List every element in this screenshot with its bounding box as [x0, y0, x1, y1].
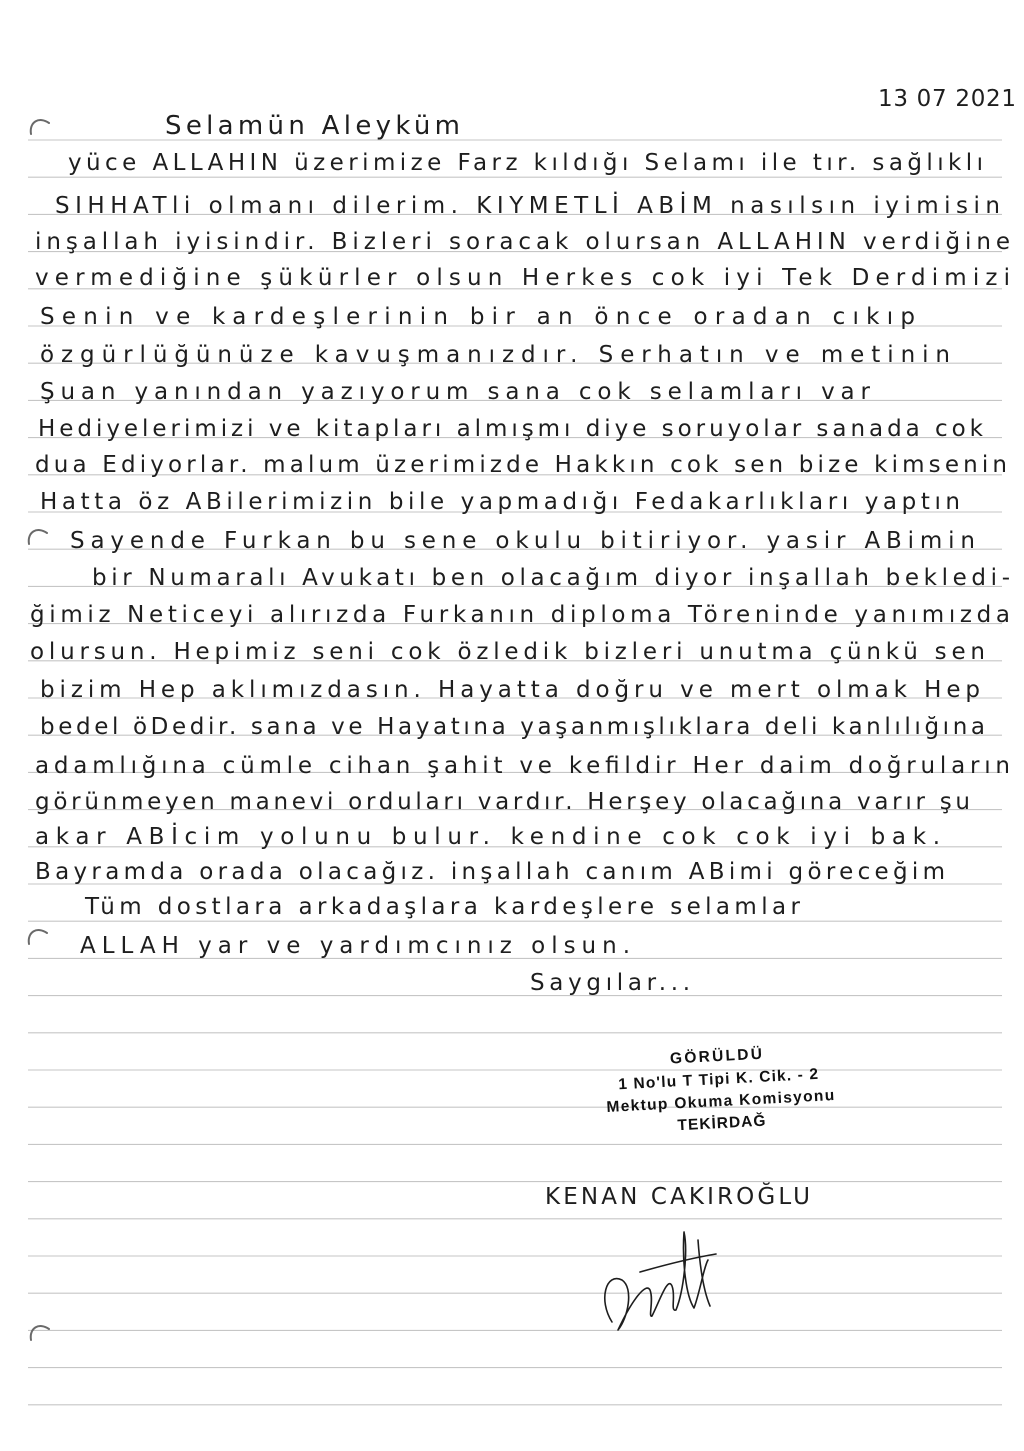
- letter-line: dua Ediyorlar. malum üzerimizde Hakkın cok sen bize kimsenin: [35, 452, 1008, 478]
- letter-line: görünmeyen manevi orduları vardır. Herşey olacağına varır şu: [35, 789, 970, 815]
- letter-line: bedel öDedir. sana ve Hayatına yaşanmışlıklara deli kanlılığına: [40, 714, 985, 740]
- letter-line: yüce ALLAHIN üzerimize Farz kıldığı Selamı ile tır. sağlıklı: [68, 150, 983, 176]
- letter-closing: Saygılar...: [530, 970, 690, 996]
- letter-line: inşallah iyisindir. Bizleri soracak olursan ALLAHIN verdiğine: [35, 229, 1011, 255]
- letter-line: SIHHATli olmanı dilerim. KIYMETLİ ABİM nasılsın iyimisin: [55, 193, 1000, 219]
- letter-line: adamlığına cümle cihan şahit ve kefildir Her daim doğruların: [35, 753, 1011, 779]
- letter-line: Bayramda orada olacağız. inşallah canım ABimi göreceğim: [35, 859, 945, 885]
- letter-line: akar ABİcim yolunu bulur. kendine cok cok iyi bak.: [35, 824, 940, 850]
- letter-line: Şuan yanından yazıyorum sana cok selamları var: [40, 379, 870, 405]
- letter-line: Tüm dostlara arkadaşlara kardeşlere selamlar: [85, 894, 801, 920]
- letter-line: bizim Hep aklımızdasın. Hayatta doğru ve mert olmak Hep: [40, 677, 980, 703]
- stamp-city: TEKİRDAĞ: [677, 1112, 766, 1135]
- letter-line: vermediğine şükürler olsun Herkes cok iyi Tek Derdimizi: [35, 265, 1011, 291]
- letter-line: Hediyelerimizi ve kitapları almışmı diye soruyolar sanada cok: [38, 416, 984, 442]
- letter-date: 13 07 2021: [878, 86, 1016, 112]
- stamp-commission: Mektup Okuma Komisyonu: [606, 1087, 835, 1116]
- letter-line: Sayende Furkan bu sene okulu bitiriyor. yasir ABimin: [70, 528, 975, 554]
- stamp-title: GÖRÜLDÜ: [669, 1045, 763, 1068]
- letter-line: ğimiz Neticeyi alırızda Furkanın diploma Töreninde yanımızda: [30, 602, 1010, 628]
- signer-name: KENAN CAKIROĞLU: [545, 1184, 810, 1210]
- letter-line: ALLAH yar ve yardımcınız olsun.: [80, 933, 630, 959]
- letter-line: Hatta öz ABilerimizin bile yapmadığı Fedakarlıkları yaptın: [40, 489, 960, 515]
- letter-line: Senin ve kardeşlerinin bir an önce oradan cıkıp: [40, 304, 916, 330]
- letter-line: olursun. Hepimiz seni cok özledik bizleri unutma çünkü sen: [30, 639, 986, 665]
- letter-greeting: Selamün Aleyküm: [165, 111, 460, 141]
- letter-line: bir Numaralı Avukatı ben olacağım diyor inşallah bekledi-: [92, 565, 1010, 591]
- stamp-institution: 1 No'lu T Tipi K. Cik. - 2: [617, 1065, 819, 1094]
- letter-line: özgürlüğünüze kavuşmanızdır. Serhatın ve metinin: [40, 342, 950, 368]
